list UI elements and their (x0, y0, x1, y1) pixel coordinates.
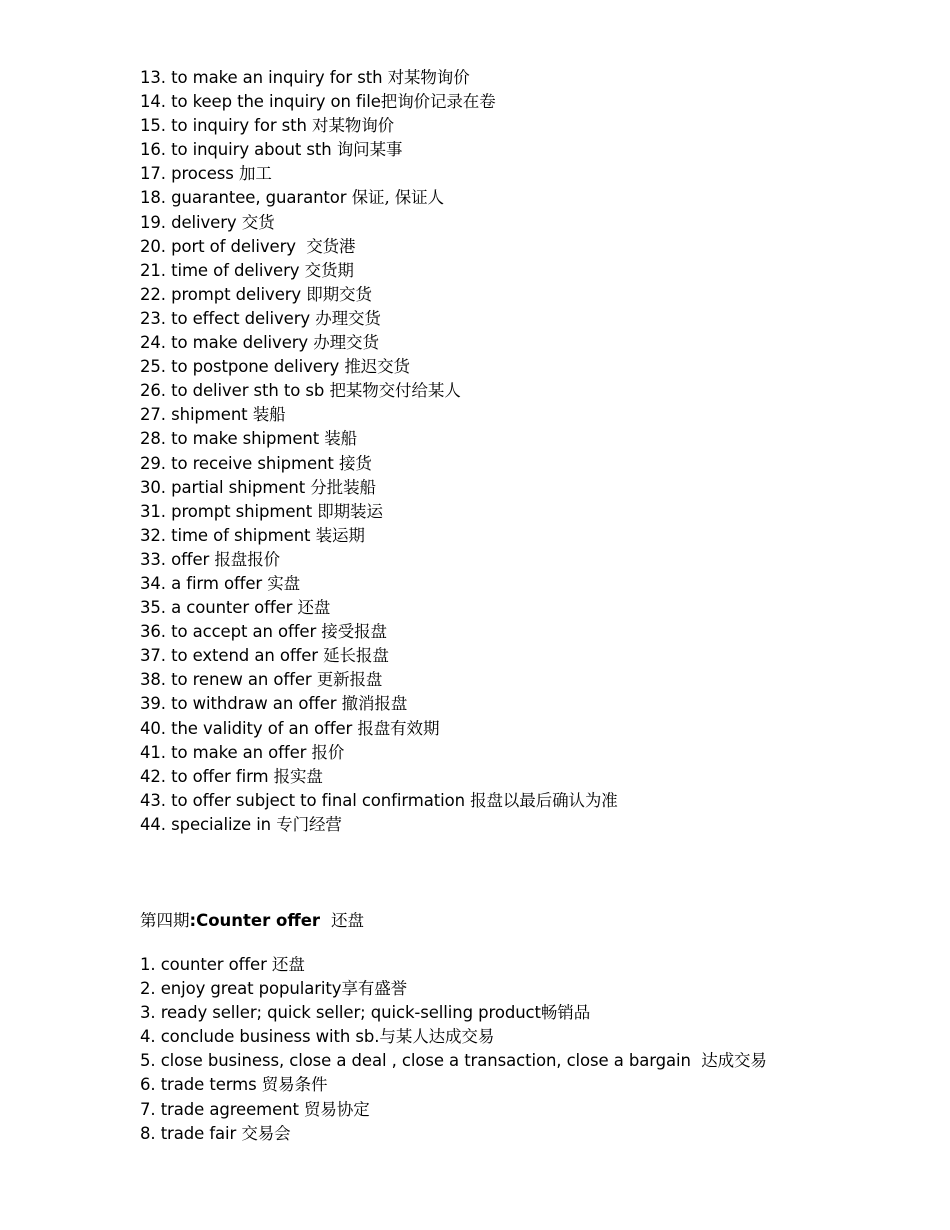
term-chinese: 装船 (252, 405, 286, 425)
term-english: 41. to make an offer (140, 742, 312, 762)
list-item (140, 765, 618, 789)
list-item (140, 572, 618, 596)
term-english: 24. to make delivery (140, 333, 314, 353)
list-item (140, 259, 618, 283)
list-item (140, 741, 618, 765)
term-english: 17. process (140, 164, 239, 184)
term-english: 35. a counter offer (140, 598, 298, 618)
term-chinese: 办理交货 (313, 333, 379, 353)
term-english: 6. trade terms (140, 1075, 262, 1095)
term-english: 38. to renew an offer (140, 670, 317, 690)
term-chinese: 把某物交付给某人 (329, 381, 461, 401)
term-english: 33. offer (140, 549, 215, 569)
term-chinese: 接货 (338, 453, 372, 473)
term-chinese: 保证, 保证人 (351, 188, 444, 208)
list-item (140, 162, 618, 186)
term-english: 25. to postpone delivery (140, 357, 345, 377)
term-chinese: 推迟交货 (344, 357, 410, 377)
term-chinese: 实盘 (267, 573, 301, 593)
term-chinese: 达成交易 (701, 1051, 767, 1071)
term-english: 14. to keep the inquiry on file (140, 92, 381, 112)
term-chinese: 对某物询价 (312, 116, 395, 136)
term-chinese: 还盘 (297, 598, 331, 618)
term-chinese: 交易会 (241, 1123, 291, 1143)
term-english: 23. to effect delivery (140, 308, 316, 328)
list-item (140, 1049, 767, 1073)
term-chinese: 装船 (324, 429, 358, 449)
list-item (140, 977, 767, 1001)
term-english: 26. to deliver sth to sb (140, 381, 330, 401)
list-item (140, 1073, 767, 1097)
section-heading (140, 908, 364, 934)
term-english: 31. prompt shipment (140, 501, 318, 521)
term-chinese: 报价 (311, 742, 345, 762)
term-chinese: 装运期 (315, 525, 365, 545)
term-english: 20. port of delivery (140, 236, 307, 256)
vocabulary-list-part-4 (140, 953, 767, 1146)
term-english: 40. the validity of an offer (140, 718, 358, 738)
term-chinese: 交货港 (306, 236, 356, 256)
list-item (140, 668, 618, 692)
term-chinese: 贸易条件 (261, 1075, 328, 1095)
term-english: 13. to make an inquiry for sth (140, 68, 388, 87)
term-english: 22. prompt delivery (140, 284, 307, 304)
list-item (140, 331, 618, 355)
term-english: 8. trade fair (140, 1123, 242, 1143)
term-english: 3. ready seller; quick seller; quick-selling product (140, 1003, 541, 1023)
term-chinese: 报盘有效期 (357, 718, 440, 738)
term-chinese: 即期交货 (306, 284, 372, 304)
list-item (140, 1025, 767, 1049)
list-item (140, 403, 618, 427)
heading-title: :Counter offer (189, 911, 326, 930)
list-item (140, 90, 618, 114)
term-chinese: 专门经营 (276, 814, 342, 834)
term-chinese: 分批装船 (310, 477, 376, 497)
list-item (140, 644, 618, 668)
term-chinese: 畅销品 (540, 1003, 591, 1023)
term-english: 7. trade agreement (140, 1099, 305, 1119)
term-chinese: 与某人达成交易 (379, 1027, 495, 1047)
term-english: 15. to inquiry for sth (140, 116, 313, 136)
list-item (140, 427, 618, 451)
term-english: 32. time of shipment (140, 525, 316, 545)
list-item (140, 355, 618, 379)
term-chinese: 即期装运 (317, 501, 383, 521)
term-english: 2. enjoy great popularity (140, 979, 342, 999)
list-item (140, 186, 618, 210)
term-chinese: 交货期 (304, 260, 354, 280)
term-english: 4. conclude business with sb. (140, 1027, 380, 1047)
term-chinese: 加工 (238, 164, 272, 184)
term-chinese: 报盘报价 (214, 549, 280, 569)
term-chinese: 报盘以最后确认为准 (470, 790, 618, 810)
vocabulary-list-part-3 (140, 66, 618, 837)
term-chinese: 把询价记录在卷 (380, 92, 496, 112)
term-english: 5. close business, close a deal , close a transaction, close a bargain (140, 1051, 702, 1071)
term-chinese: 对某物询价 (387, 68, 470, 87)
list-item (140, 66, 618, 90)
list-item (140, 692, 618, 716)
term-english: 19. delivery (140, 212, 242, 232)
term-chinese: 接受报盘 (321, 622, 387, 642)
term-chinese: 更新报盘 (316, 670, 383, 690)
term-english: 29. to receive shipment (140, 453, 339, 473)
term-english: 36. to accept an offer (140, 622, 322, 642)
term-english: 16. to inquiry about sth (140, 140, 337, 160)
heading-prefix: 第四期 (140, 911, 190, 930)
term-english: 18. guarantee, guarantor (140, 188, 352, 208)
term-chinese: 延长报盘 (323, 646, 389, 666)
list-item (140, 379, 618, 403)
list-item (140, 1001, 767, 1025)
list-item (140, 138, 618, 162)
term-english: 27. shipment (140, 405, 253, 425)
list-item (140, 548, 618, 572)
list-item (140, 813, 618, 837)
list-item (140, 789, 618, 813)
list-item (140, 307, 618, 331)
list-item (140, 1098, 767, 1122)
list-item (140, 596, 618, 620)
list-item (140, 717, 618, 741)
term-chinese: 还盘 (271, 955, 305, 974)
term-english: 39. to withdraw an offer (140, 694, 342, 714)
term-english: 30. partial shipment (140, 477, 311, 497)
list-item (140, 953, 767, 977)
term-english: 1. counter offer (140, 955, 272, 974)
list-item (140, 235, 618, 259)
list-item (140, 476, 618, 500)
term-english: 28. to make shipment (140, 429, 325, 449)
term-english: 21. time of delivery (140, 260, 305, 280)
term-chinese: 交货 (241, 212, 275, 232)
term-chinese: 贸易协定 (304, 1099, 370, 1119)
term-chinese: 享有盛誉 (341, 979, 408, 999)
heading-suffix: 还盘 (325, 911, 365, 930)
list-item (140, 524, 618, 548)
list-item (140, 211, 618, 235)
list-item (140, 620, 618, 644)
term-english: 42. to offer firm (140, 766, 274, 786)
list-item (140, 452, 618, 476)
term-english: 34. a firm offer (140, 573, 268, 593)
term-chinese: 撤消报盘 (341, 694, 408, 714)
list-item (140, 114, 618, 138)
term-chinese: 报实盘 (273, 766, 323, 786)
term-chinese: 询问某事 (336, 140, 403, 160)
term-english: 37. to extend an offer (140, 646, 324, 666)
list-item (140, 1122, 767, 1146)
term-english: 44. specialize in (140, 814, 277, 834)
list-item (140, 500, 618, 524)
list-item (140, 283, 618, 307)
term-chinese: 办理交货 (315, 308, 381, 328)
term-english: 43. to offer subject to final confirmation (140, 790, 471, 810)
